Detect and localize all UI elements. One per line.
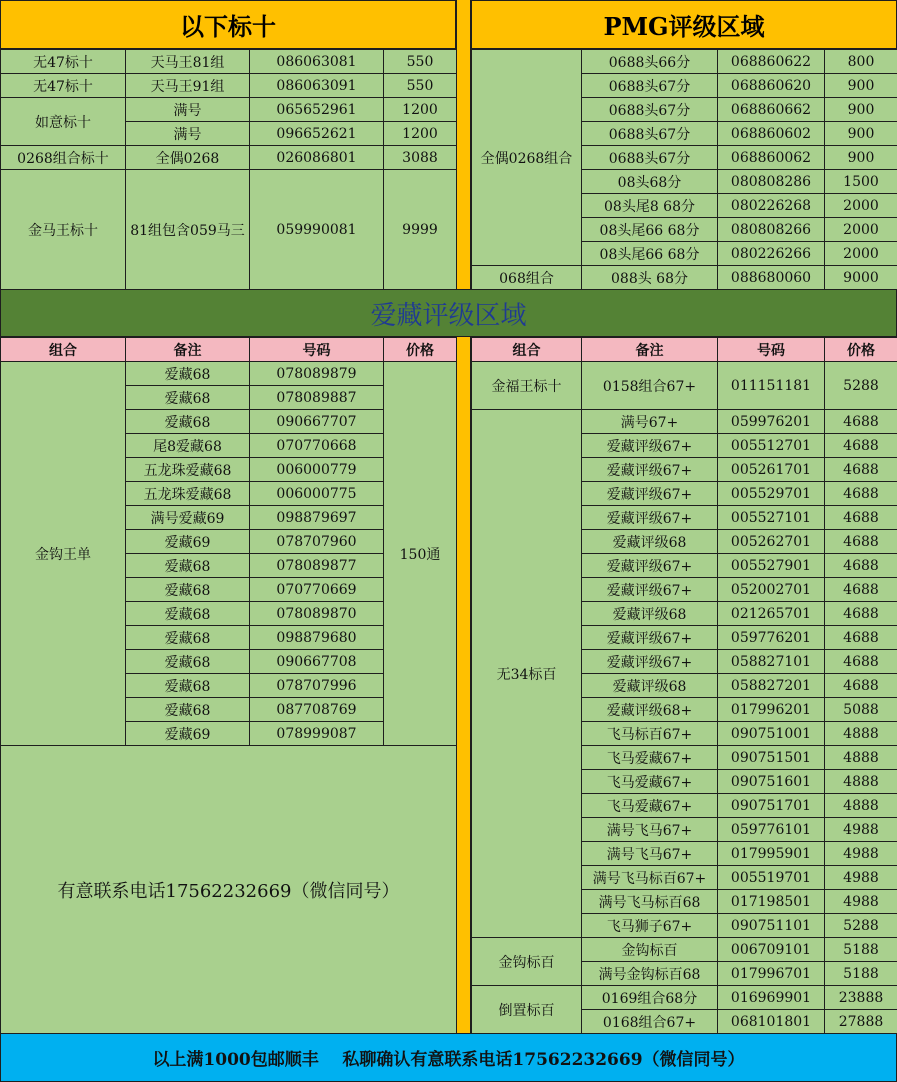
number-cell: 005529701	[718, 482, 825, 506]
price-cell: 900	[825, 122, 897, 146]
number-cell: 059776101	[718, 818, 825, 842]
price-cell: 550	[384, 74, 457, 98]
group-cell: 0268组合标十	[1, 146, 126, 170]
number-cell: 068860062	[718, 146, 825, 170]
note-cell: 爱藏评级67+	[582, 578, 718, 602]
note-cell: 08头尾66 68分	[582, 218, 718, 242]
price-cell: 900	[825, 98, 897, 122]
price-cell: 4688	[825, 506, 897, 530]
number-cell: 078707996	[250, 674, 384, 698]
number-cell: 096652621	[250, 122, 384, 146]
number-cell: 090751501	[718, 746, 825, 770]
group-cell: 金福王标十	[472, 362, 582, 410]
number-cell: 068860622	[718, 50, 825, 74]
note-cell: 爱藏评级67+	[582, 458, 718, 482]
note-cell: 五龙珠爱藏68	[126, 482, 250, 506]
number-cell: 026086801	[250, 146, 384, 170]
price-cell: 4888	[825, 746, 897, 770]
note-cell: 爱藏评级67+	[582, 650, 718, 674]
note-cell: 爱藏68	[126, 650, 250, 674]
price-cell: 4688	[825, 650, 897, 674]
note-cell: 08头尾66 68分	[582, 242, 718, 266]
header-note: 备注	[582, 338, 718, 362]
note-cell: 爱藏68	[126, 386, 250, 410]
note-cell: 五龙珠爱藏68	[126, 458, 250, 482]
group-cell: 068组合	[472, 266, 582, 290]
center-divider	[456, 0, 471, 1033]
group-cell: 如意标十	[1, 98, 126, 146]
number-cell: 059990081	[250, 170, 384, 290]
number-cell: 080808266	[718, 218, 825, 242]
group-cell: 金马王标十	[1, 170, 126, 290]
price-cell: 4688	[825, 554, 897, 578]
price-cell: 4688	[825, 434, 897, 458]
note-cell: 天马王91组	[126, 74, 250, 98]
note-cell: 0688头67分	[582, 98, 718, 122]
number-cell: 086063081	[250, 50, 384, 74]
number-cell: 080226268	[718, 194, 825, 218]
price-cell: 5288	[825, 914, 897, 938]
price-cell: 4888	[825, 770, 897, 794]
header-group: 组合	[1, 338, 126, 362]
price-cell: 1200	[384, 122, 457, 146]
number-cell: 086063091	[250, 74, 384, 98]
note-cell: 爱藏评级68	[582, 674, 718, 698]
note-cell: 全偶0268	[126, 146, 250, 170]
price-cell: 4888	[825, 794, 897, 818]
price-cell: 27888	[825, 1010, 897, 1034]
group-cell: 无47标十	[1, 50, 126, 74]
number-cell: 080226266	[718, 242, 825, 266]
price-cell: 5188	[825, 938, 897, 962]
footer-banner: 以上满1000包邮顺丰 私聊确认有意联系电话17562232669（微信同号）	[0, 1033, 897, 1082]
number-cell: 058827101	[718, 650, 825, 674]
note-cell: 爱藏评级68+	[582, 698, 718, 722]
price-cell: 2000	[825, 218, 897, 242]
note-cell: 爱藏68	[126, 674, 250, 698]
header-note: 备注	[126, 338, 250, 362]
price-cell: 3088	[384, 146, 457, 170]
number-cell: 052002701	[718, 578, 825, 602]
number-cell: 005512701	[718, 434, 825, 458]
note-cell: 爱藏评级67+	[582, 626, 718, 650]
aicang-right-table	[471, 337, 897, 1034]
header-number: 号码	[718, 338, 825, 362]
price-cell: 4988	[825, 890, 897, 914]
note-cell: 爱藏68	[126, 362, 250, 386]
note-cell: 0688头67分	[582, 146, 718, 170]
note-cell: 满号	[126, 98, 250, 122]
number-cell: 088680060	[718, 266, 825, 290]
price-cell: 4688	[825, 674, 897, 698]
price-cell: 2000	[825, 242, 897, 266]
top-left-title: 以下标十	[0, 0, 456, 49]
price-cell: 4888	[825, 722, 897, 746]
note-cell: 爱藏68	[126, 410, 250, 434]
note-cell: 满号	[126, 122, 250, 146]
number-cell: 011151181	[718, 362, 825, 410]
top-left-table	[0, 49, 457, 290]
price-cell: 23888	[825, 986, 897, 1010]
top-right-title: PMG评级区域	[471, 0, 897, 49]
number-cell: 090751701	[718, 794, 825, 818]
number-cell: 017995901	[718, 842, 825, 866]
number-cell: 090751101	[718, 914, 825, 938]
number-cell: 005261701	[718, 458, 825, 482]
group-cell: 全偶0268组合	[472, 50, 582, 266]
note-cell: 爱藏68	[126, 554, 250, 578]
note-cell: 08头68分	[582, 170, 718, 194]
note-cell: 满号飞马标百67+	[582, 866, 718, 890]
number-cell: 080808286	[718, 170, 825, 194]
number-cell: 017996201	[718, 698, 825, 722]
price-cell: 800	[825, 50, 897, 74]
note-cell: 飞马爱藏67+	[582, 770, 718, 794]
note-cell: 爱藏69	[126, 530, 250, 554]
price-cell: 4988	[825, 818, 897, 842]
price-cell: 150通	[384, 362, 457, 746]
note-cell: 0168组合67+	[582, 1010, 718, 1034]
price-cell: 1200	[384, 98, 457, 122]
number-cell: 005262701	[718, 530, 825, 554]
header-number: 号码	[250, 338, 384, 362]
note-cell: 0688头67分	[582, 74, 718, 98]
note-cell: 088头 68分	[582, 266, 718, 290]
number-cell: 065652961	[250, 98, 384, 122]
note-cell: 满号飞马标百68	[582, 890, 718, 914]
number-cell: 078089877	[250, 554, 384, 578]
number-cell: 098879697	[250, 506, 384, 530]
note-cell: 爱藏评级67+	[582, 434, 718, 458]
note-cell: 爱藏评级68	[582, 602, 718, 626]
note-cell: 81组包含059马三	[126, 170, 250, 290]
note-cell: 爱藏68	[126, 578, 250, 602]
number-cell: 017198501	[718, 890, 825, 914]
price-cell: 4688	[825, 482, 897, 506]
number-cell: 070770669	[250, 578, 384, 602]
note-cell: 0688头66分	[582, 50, 718, 74]
note-cell: 金钩标百	[582, 938, 718, 962]
number-cell: 078089887	[250, 386, 384, 410]
number-cell: 090751601	[718, 770, 825, 794]
price-cell: 4688	[825, 530, 897, 554]
group-cell: 金钩王单	[1, 362, 126, 746]
note-cell: 飞马爱藏67+	[582, 746, 718, 770]
number-cell: 068860602	[718, 122, 825, 146]
number-cell: 059776201	[718, 626, 825, 650]
price-cell: 9999	[384, 170, 457, 290]
number-cell: 006000775	[250, 482, 384, 506]
note-cell: 08头尾8 68分	[582, 194, 718, 218]
number-cell: 006709101	[718, 938, 825, 962]
price-cell: 900	[825, 74, 897, 98]
number-cell: 017996701	[718, 962, 825, 986]
number-cell: 058827201	[718, 674, 825, 698]
price-cell: 4988	[825, 866, 897, 890]
number-cell: 087708769	[250, 698, 384, 722]
number-cell: 059976201	[718, 410, 825, 434]
note-cell: 0688头67分	[582, 122, 718, 146]
price-cell: 5288	[825, 362, 897, 410]
number-cell: 005519701	[718, 866, 825, 890]
header-group: 组合	[472, 338, 582, 362]
number-cell: 016969901	[718, 986, 825, 1010]
note-cell: 满号飞马67+	[582, 818, 718, 842]
note-cell: 0158组合67+	[582, 362, 718, 410]
group-cell: 倒置标百	[472, 986, 582, 1034]
price-cell: 2000	[825, 194, 897, 218]
note-cell: 爱藏评级67+	[582, 554, 718, 578]
number-cell: 005527101	[718, 506, 825, 530]
number-cell: 078707960	[250, 530, 384, 554]
number-cell: 078089870	[250, 602, 384, 626]
number-cell: 006000779	[250, 458, 384, 482]
number-cell: 078089879	[250, 362, 384, 386]
number-cell: 068101801	[718, 1010, 825, 1034]
number-cell: 078999087	[250, 722, 384, 746]
note-cell: 满号爱藏69	[126, 506, 250, 530]
contact-cell: 有意联系电话17562232669（微信同号）	[1, 746, 457, 1034]
note-cell: 爱藏评级68	[582, 530, 718, 554]
note-cell: 尾8爱藏68	[126, 434, 250, 458]
note-cell: 爱藏评级67+	[582, 506, 718, 530]
note-cell: 满号飞马67+	[582, 842, 718, 866]
number-cell: 068860662	[718, 98, 825, 122]
note-cell: 飞马狮子67+	[582, 914, 718, 938]
note-cell: 爱藏69	[126, 722, 250, 746]
group-cell: 无34标百	[472, 410, 582, 938]
group-cell: 金钩标百	[472, 938, 582, 986]
note-cell: 满号金钩标百68	[582, 962, 718, 986]
number-cell: 090751001	[718, 722, 825, 746]
price-cell: 4688	[825, 410, 897, 434]
note-cell: 飞马标百67+	[582, 722, 718, 746]
number-cell: 005527901	[718, 554, 825, 578]
price-cell: 4988	[825, 842, 897, 866]
aicang-left-table	[0, 337, 457, 1034]
price-cell: 4688	[825, 626, 897, 650]
group-cell: 无47标十	[1, 74, 126, 98]
price-cell: 1500	[825, 170, 897, 194]
aicang-section-banner: 爱藏评级区域	[0, 289, 897, 337]
number-cell: 090667708	[250, 650, 384, 674]
top-right-table	[471, 49, 897, 290]
price-cell: 550	[384, 50, 457, 74]
header-price: 价格	[825, 338, 897, 362]
price-cell: 4688	[825, 602, 897, 626]
number-cell: 068860620	[718, 74, 825, 98]
note-cell: 满号67+	[582, 410, 718, 434]
price-cell: 5188	[825, 962, 897, 986]
number-cell: 090667707	[250, 410, 384, 434]
price-cell: 900	[825, 146, 897, 170]
note-cell: 0169组合68分	[582, 986, 718, 1010]
note-cell: 天马王81组	[126, 50, 250, 74]
price-cell: 9000	[825, 266, 897, 290]
price-cell: 4688	[825, 458, 897, 482]
price-cell: 4688	[825, 578, 897, 602]
number-cell: 021265701	[718, 602, 825, 626]
note-cell: 爱藏68	[126, 698, 250, 722]
number-cell: 098879680	[250, 626, 384, 650]
note-cell: 爱藏68	[126, 602, 250, 626]
note-cell: 爱藏68	[126, 626, 250, 650]
price-cell: 5088	[825, 698, 897, 722]
header-price: 价格	[384, 338, 457, 362]
note-cell: 飞马爱藏67+	[582, 794, 718, 818]
number-cell: 070770668	[250, 434, 384, 458]
note-cell: 爱藏评级67+	[582, 482, 718, 506]
